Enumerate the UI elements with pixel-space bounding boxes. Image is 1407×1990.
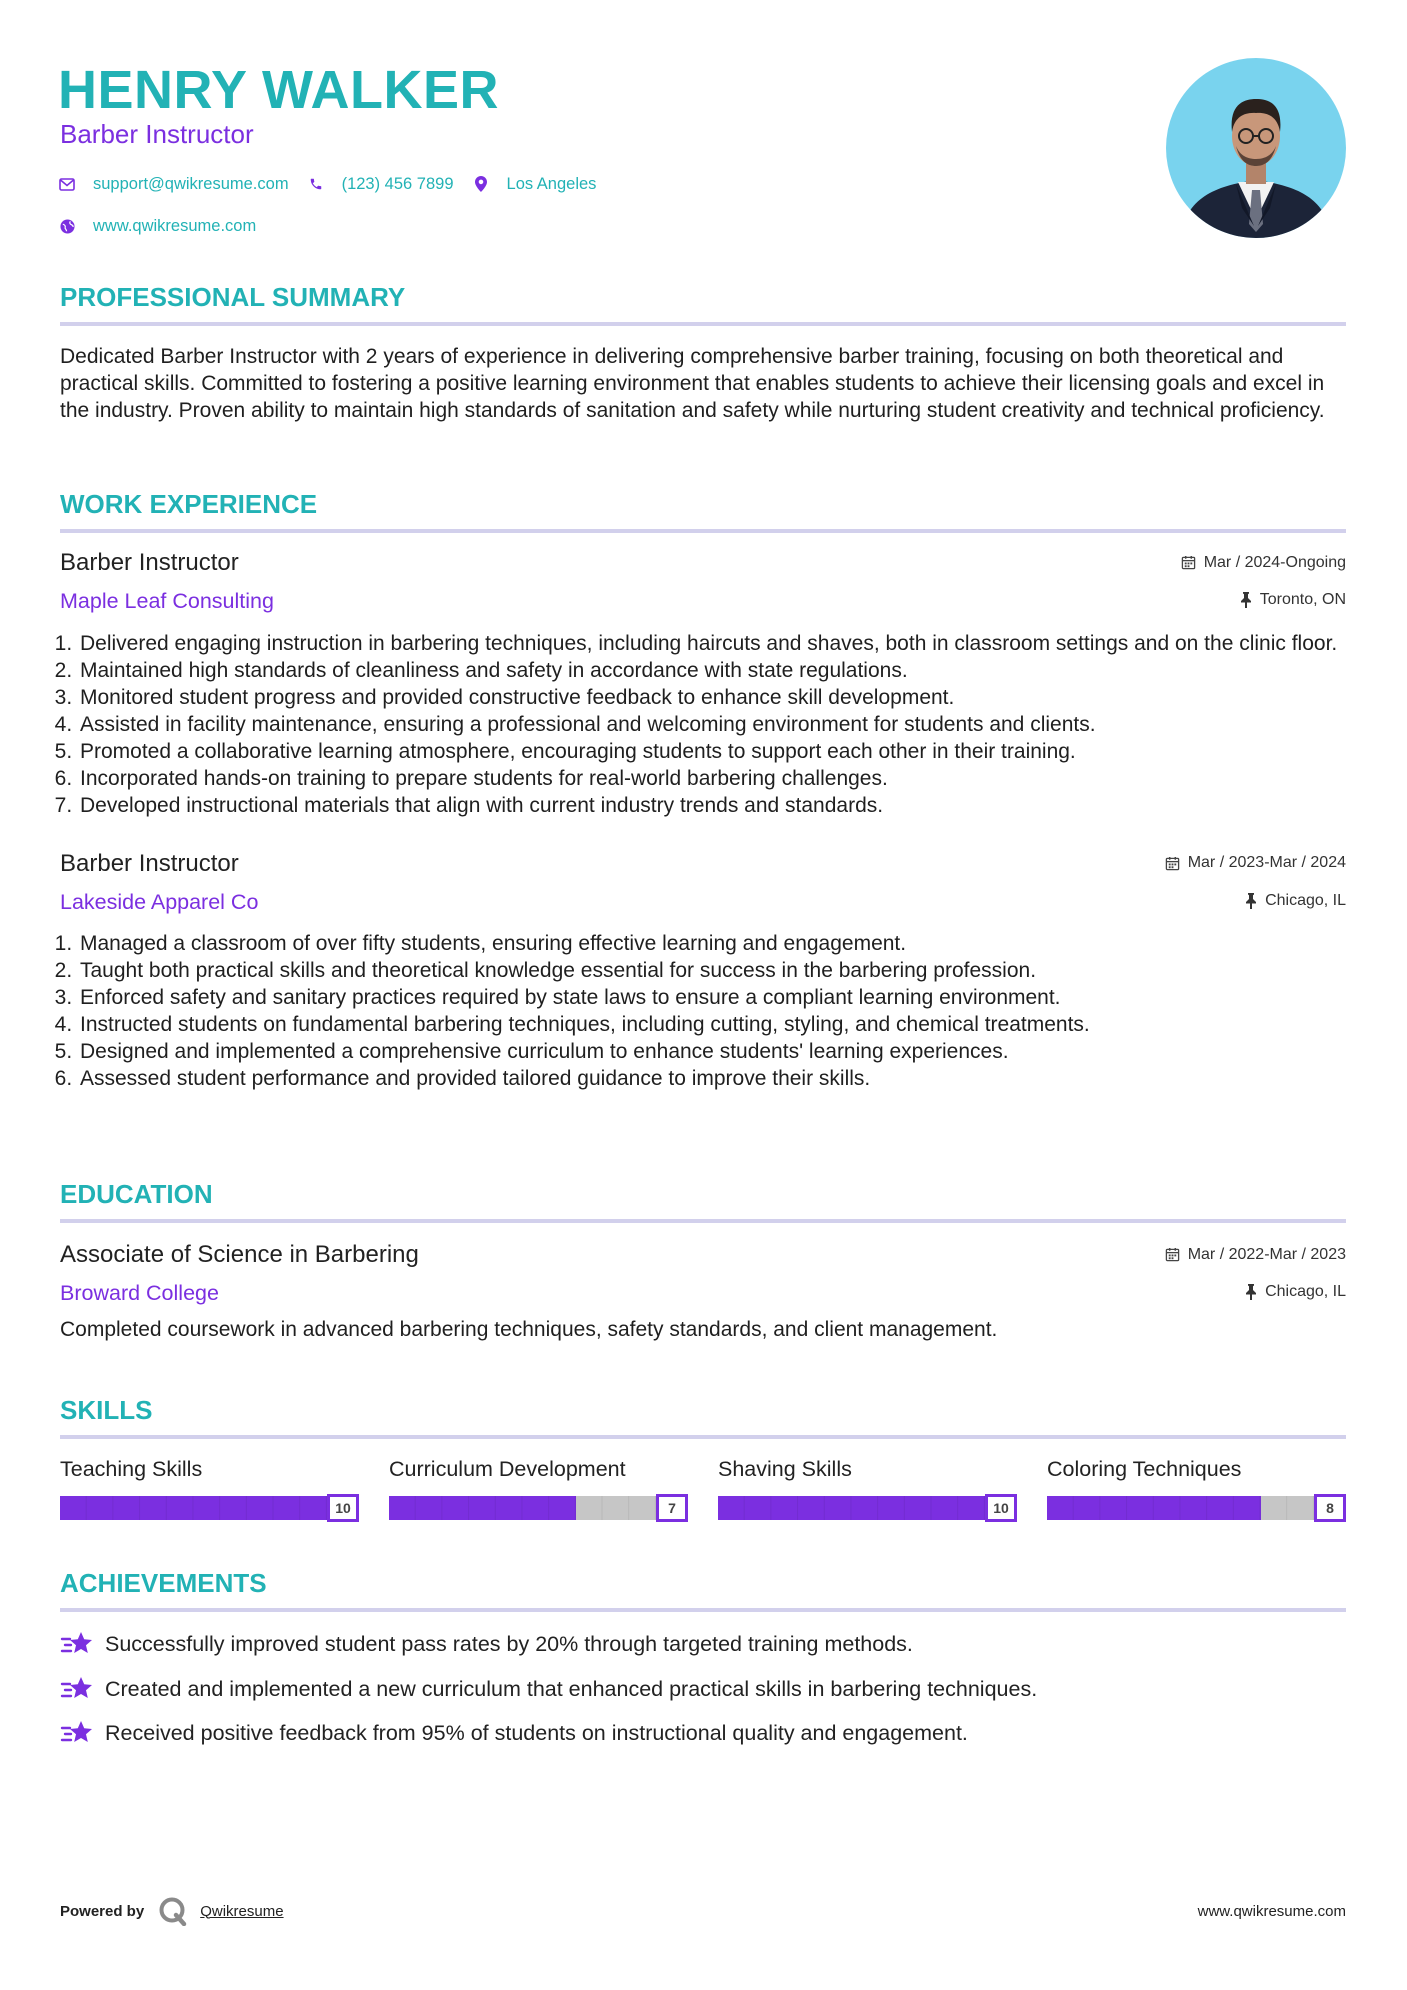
calendar-icon bbox=[1165, 856, 1180, 871]
education-date-text: Mar / 2022-Mar / 2023 bbox=[1187, 1245, 1346, 1263]
education-header-row bbox=[60, 1240, 1346, 1270]
candidate-name: HENRY WALKER bbox=[58, 60, 500, 120]
skill-bar bbox=[1047, 1496, 1346, 1520]
achievements-section bbox=[60, 1568, 1346, 1748]
skill-bar bbox=[718, 1496, 1017, 1520]
job-header-row bbox=[60, 548, 1346, 578]
location-text: Los Angeles bbox=[506, 174, 597, 193]
achievement-item bbox=[60, 1674, 1346, 1704]
skill-item bbox=[1047, 1456, 1346, 1520]
school: Broward College bbox=[60, 1281, 219, 1305]
job-bullet: 7. Developed instructional materials that align with current industry trends and standards. bbox=[78, 792, 1346, 819]
skill-track bbox=[718, 1496, 985, 1520]
skills-grid bbox=[60, 1456, 1346, 1520]
skill-bar bbox=[60, 1496, 359, 1520]
skill-item bbox=[389, 1456, 688, 1520]
degree: Associate of Science in Barbering bbox=[60, 1241, 419, 1268]
section-title: ACHIEVEMENTS bbox=[60, 1568, 1346, 1612]
achievement-text: Received positive feedback from 95% of students on instructional quality and engagement. bbox=[105, 1721, 968, 1745]
section-title: EDUCATION bbox=[60, 1179, 1346, 1223]
contact-row bbox=[59, 172, 615, 196]
skill-segments bbox=[389, 1496, 656, 1520]
job-bullet: 3. Monitored student progress and provided constructive feedback to enhance skill development. bbox=[78, 684, 1346, 711]
job-bullet: 2. Maintained high standards of cleanliness and safety in accordance with state regulations. bbox=[78, 657, 1346, 684]
job-bullet: 2. Taught both practical skills and theoretical knowledge essential for success in the barbering profession. bbox=[78, 957, 1346, 984]
summary-text: Dedicated Barber Instructor with 2 years of experience in delivering comprehensive barber training, focusing on both theoretical and practical skills. Committed to fostering a positive learning environment that enables students to achieve their licensing goals and excel in the industry. Proven ability to maintain high standards of sanitation and safety while nurturing student creativity and technical proficiency. bbox=[60, 345, 1325, 422]
job-date-text: Mar / 2024-Ongoing bbox=[1203, 553, 1346, 571]
job-location-text: Toronto, ON bbox=[1259, 591, 1346, 608]
education-description: Completed coursework in advanced barbering techniques, safety standards, and client management. bbox=[60, 1317, 998, 1341]
job-company: Lakeside Apparel Co bbox=[60, 889, 259, 914]
calendar-icon bbox=[1165, 1247, 1180, 1262]
education-date bbox=[1165, 1246, 1346, 1264]
powered-by-label: Powered by bbox=[60, 1902, 145, 1920]
phone-text: (123) 456 7899 bbox=[341, 174, 454, 193]
phone-icon bbox=[308, 176, 324, 192]
education-org-row bbox=[60, 1278, 1346, 1308]
achievement-item bbox=[60, 1629, 1346, 1659]
star-icon bbox=[60, 1675, 94, 1703]
job-date-text: Mar / 2023-Mar / 2024 bbox=[1187, 854, 1346, 871]
job-bullet: 1. Delivered engaging instruction in barbering techniques, including haircuts and shaves, both in classroom settings and on the clinic floor. bbox=[78, 630, 1346, 657]
job-bullet: 5. Promoted a collaborative learning atmosphere, encouraging students to support each other in their training. bbox=[78, 738, 1346, 765]
skill-level-badge: 8 bbox=[1314, 1494, 1346, 1522]
job-header-row bbox=[60, 849, 1346, 879]
job-role: Barber Instructor bbox=[60, 549, 239, 576]
footer-branding bbox=[60, 1896, 284, 1926]
job-location bbox=[1245, 892, 1346, 910]
experience-section bbox=[60, 489, 1346, 1092]
job-bullet: 6. Assessed student performance and provided tailored guidance to improve their skills. bbox=[78, 1065, 1346, 1092]
pushpin-icon bbox=[1245, 893, 1257, 909]
candidate-title: Barber Instructor bbox=[60, 119, 254, 149]
summary-section bbox=[60, 282, 1346, 424]
skills-section bbox=[60, 1395, 1346, 1520]
contact-row bbox=[59, 214, 275, 238]
skill-track bbox=[60, 1496, 327, 1520]
skill-name: Coloring Techniques bbox=[1047, 1457, 1242, 1481]
job-bullet: 1. Managed a classroom of over fifty students, ensuring effective learning and engagement. bbox=[78, 930, 1346, 957]
star-icon bbox=[60, 1630, 94, 1658]
skill-level-badge: 10 bbox=[985, 1494, 1017, 1522]
achievement-text: Created and implemented a new curriculum that enhanced practical skills in barbering techniques. bbox=[105, 1676, 1038, 1701]
job-bullet: 5. Designed and implemented a comprehensive curriculum to enhance students' learning experiences. bbox=[78, 1038, 1346, 1065]
job-entry bbox=[60, 548, 1346, 819]
contact-email[interactable] bbox=[59, 175, 289, 194]
education-location bbox=[1245, 1283, 1346, 1301]
job-bullet: 3. Enforced safety and sanitary practices required by state laws to ensure a compliant learning environment. bbox=[78, 984, 1346, 1011]
pushpin-icon bbox=[1240, 592, 1252, 608]
achievement-item bbox=[60, 1718, 1346, 1748]
job-bullet: 4. Assisted in facility maintenance, ensuring a professional and welcoming environment for students and clients. bbox=[78, 711, 1346, 738]
section-title: SKILLS bbox=[60, 1395, 1346, 1439]
footer bbox=[60, 1896, 1346, 1926]
profile-photo bbox=[1166, 58, 1346, 238]
calendar-icon bbox=[1181, 555, 1196, 570]
skill-track bbox=[389, 1496, 656, 1520]
education-entry bbox=[60, 1240, 1346, 1343]
skill-bar bbox=[389, 1496, 688, 1520]
job-role: Barber Instructor bbox=[60, 849, 239, 877]
profile-photo-image bbox=[1166, 58, 1346, 238]
envelope-icon bbox=[59, 176, 75, 192]
job-bullet: 6. Incorporated hands-on training to prepare students for real-world barbering challenges. bbox=[78, 765, 1346, 792]
job-bullet-list bbox=[60, 630, 1346, 819]
pushpin-icon bbox=[1245, 1284, 1257, 1300]
skill-track bbox=[1047, 1496, 1314, 1520]
achievement-text: Successfully improved student pass rates by 20% through targeted training methods. bbox=[105, 1632, 913, 1656]
skill-name: Shaving Skills bbox=[718, 1457, 852, 1481]
website-text: www.qwikresume.com bbox=[93, 216, 257, 235]
skill-segments bbox=[718, 1496, 985, 1520]
skill-segments bbox=[60, 1496, 327, 1520]
skill-item bbox=[718, 1456, 1017, 1520]
job-org-row bbox=[60, 887, 1346, 917]
job-location bbox=[1240, 591, 1346, 609]
footer-website-link[interactable]: www.qwikresume.com bbox=[1197, 1902, 1346, 1920]
job-org-row bbox=[60, 586, 1346, 616]
contact-website[interactable] bbox=[59, 217, 256, 236]
contact-location bbox=[473, 175, 597, 194]
email-text: support@qwikresume.com bbox=[93, 174, 289, 193]
skill-name: Teaching Skills bbox=[60, 1457, 203, 1481]
map-pin-icon bbox=[473, 176, 489, 192]
skill-name: Curriculum Development bbox=[389, 1457, 626, 1481]
skill-level-badge: 10 bbox=[327, 1494, 359, 1522]
education-location-text: Chicago, IL bbox=[1265, 1283, 1346, 1300]
section-title: WORK EXPERIENCE bbox=[60, 489, 1346, 533]
job-date bbox=[1165, 854, 1346, 872]
qwikresume-logo-icon bbox=[158, 1896, 188, 1926]
skill-level-badge: 7 bbox=[656, 1494, 688, 1522]
section-title: PROFESSIONAL SUMMARY bbox=[60, 282, 1346, 326]
brand-link[interactable]: Qwikresume bbox=[200, 1902, 284, 1920]
star-icon bbox=[60, 1719, 94, 1747]
job-company: Maple Leaf Consulting bbox=[60, 589, 274, 613]
job-bullet: 4. Instructed students on fundamental barbering techniques, including cutting, styling, and chemical treatments. bbox=[78, 1011, 1346, 1038]
skill-segments bbox=[1047, 1496, 1314, 1520]
globe-icon bbox=[59, 218, 75, 234]
contact-phone[interactable] bbox=[308, 175, 454, 194]
skill-item bbox=[60, 1456, 359, 1520]
achievement-list bbox=[60, 1629, 1346, 1748]
job-date bbox=[1181, 554, 1346, 572]
job-location-text: Chicago, IL bbox=[1265, 891, 1346, 909]
education-section bbox=[60, 1179, 1346, 1343]
job-entry bbox=[60, 849, 1346, 1093]
job-bullet-list bbox=[60, 930, 1346, 1092]
